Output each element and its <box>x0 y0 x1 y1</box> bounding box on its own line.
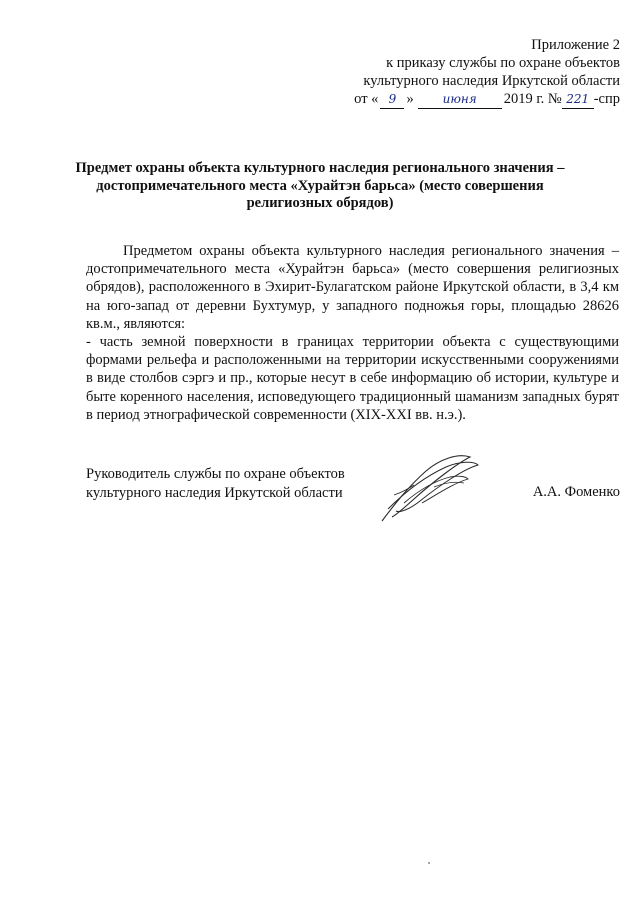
intro-paragraph: Предметом охраны объекта культурного наследия регионального значения – достопримечательного места «Хурайтэн барьса» (место совершения религиозных обрядов), расположенного в Эхирит-Булагатском районе Иркутской области, в 3,4 км на юго-запад от деревни Бухтумур, у западного подножья горы, площадью 28626 кв.м., являются: <box>86 243 619 332</box>
number-suffix: -спр <box>593 91 620 107</box>
signatory-position-line2: культурного наследия Иркутской области <box>86 484 343 501</box>
document-body <box>86 242 619 424</box>
appendix-agency: культурного наследия Иркутской области <box>363 73 620 89</box>
year-and-number-label: 2019 г. № <box>503 91 562 107</box>
appendix-label: Приложение 2 <box>531 37 620 53</box>
handwritten-number: 221 <box>562 90 594 109</box>
handwritten-signature <box>374 447 484 527</box>
handwritten-day: 9 <box>380 90 404 109</box>
date-prefix: от « <box>354 91 379 107</box>
document-title: Предмет охраны объекта культурного наследия регионального значения – достопримечательного места «Хурайтэн барьса» (место совершения религиозных обрядов) <box>75 160 565 211</box>
signatory-position <box>86 465 386 502</box>
signatory-position-line1: Руководитель службы по охране объектов <box>86 466 345 482</box>
appendix-header <box>280 36 620 109</box>
signatory-name: А.А. Фоменко <box>532 484 620 500</box>
signature-block <box>86 465 620 535</box>
handwritten-month: июня <box>418 90 502 109</box>
scan-speck <box>428 862 430 864</box>
appendix-order-ref: к приказу службы по охране объектов <box>386 55 620 71</box>
protection-item: - часть земной поверхности в границах территории объекта с существующими формами рельефа и расположенными на территории искусственными сооружениями в виде столбов сэргэ и пр., которые несут в себе информацию об истории, культуре и быте коренного населения, исповедующего традиционный шаманизм западных бурят в период этнографической современности (XIX-XXI вв. н.э.). <box>86 334 619 423</box>
date-mid: » <box>406 91 414 107</box>
appendix-date-line <box>280 90 620 109</box>
